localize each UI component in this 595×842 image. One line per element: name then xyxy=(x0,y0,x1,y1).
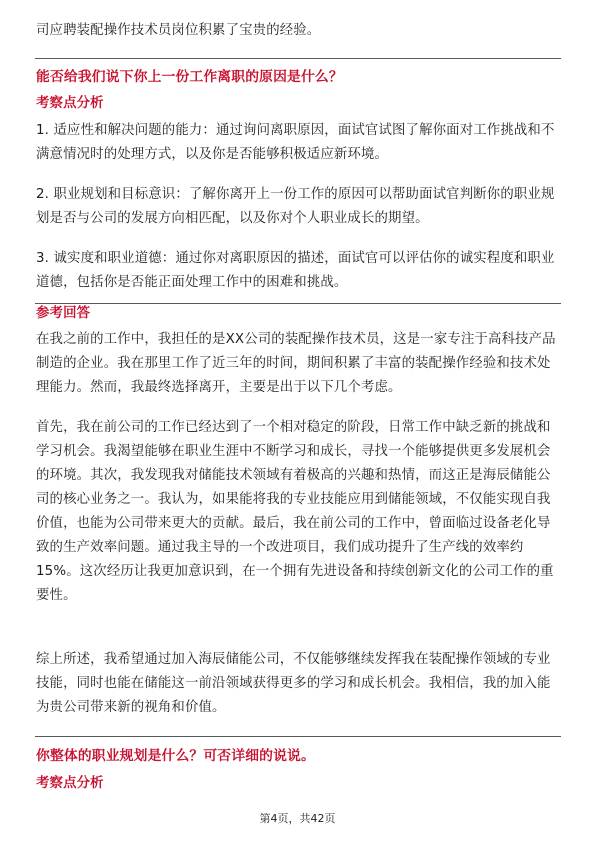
q1-answer-paragraph-3: 综上所述，我希望通过加入海辰储能公司，不仅能够继续发挥我在装配操作领域的专业技能，同时也能在储能这一前沿领域获得更多的学习和成长机会。我相信，我的加入能为贵公司带来新的视角和价值。 xyxy=(36,652,551,715)
q1-analysis-title: 考察点分析 xyxy=(36,96,104,111)
q1-analysis-point-2: 2. 职业规划和目标意识：了解你离开上一份工作的原因可以帮助面试官判断你的职业规划是否与公司的发展方向相匹配，以及你对个人职业成长的期望。 xyxy=(36,187,555,226)
q1-answer-title: 参考回答 xyxy=(36,306,91,321)
q1-analysis-point-3: 3. 诚实度和职业道德：通过你对离职原因的描述，面试官可以评估你的诚实程度和职业道德，包括你是否能正面处理工作中的困难和挑战。 xyxy=(36,251,555,290)
q2-analysis-title: 考察点分析 xyxy=(36,776,104,791)
intro-tail-text: 司应聘装配操作技术员岗位积累了宝贵的经验。 xyxy=(36,23,321,38)
q1-analysis-point-1: 1. 适应性和解决问题的能力：通过询问离职原因，面试官试图了解你面对工作挑战和不满意情况时的处理方式，以及你是否能够积极适应新环境。 xyxy=(36,123,555,162)
q1-answer-paragraph-1: 在我之前的工作中，我担任的是XX公司的装配操作技术员，这是一家专注于高科技产品制造的企业。我在那里工作了近三年的时间，期间积累了丰富的装配操作经验和技术处理能力。然而，我最终选择离开，主要是出于以下几个考虑。 xyxy=(36,332,556,395)
page-number-footer: 第4页，共42页 xyxy=(259,812,336,825)
question-1-heading: 能否给我们说下你上一份工作离职的原因是什么？ xyxy=(36,69,343,85)
section-divider xyxy=(35,736,561,737)
section-divider xyxy=(35,58,561,59)
q1-answer-paragraph-2: 首先，我在前公司的工作已经达到了一个相对稳定的阶段，日常工作中缺乏新的挑战和学习机会。我渴望能够在职业生涯中不断学习和成长，寻找一个能够提供更多发展机会的环境。其次，我发现我对储能技术领域有着极高的兴趣和热情，而这正是海辰储能公司的核心业务之一。我认为，如果能将我的专业技能应用到储能领域，不仅能实现自我价值，也能为公司带来更大的贡献。最后，我在前公司的工作中，曾面临过设备老化导致的生产效率问题。通过我主导的一个改进项目，我们成功提升了生产线的效率约15%。这次经历让我更加意识到，在一个拥有先进设备和持续创新文化的公司工作的重要性。 xyxy=(36,420,554,603)
question-2-heading: 你整体的职业规划是什么？可否详细的说说。 xyxy=(36,748,315,764)
